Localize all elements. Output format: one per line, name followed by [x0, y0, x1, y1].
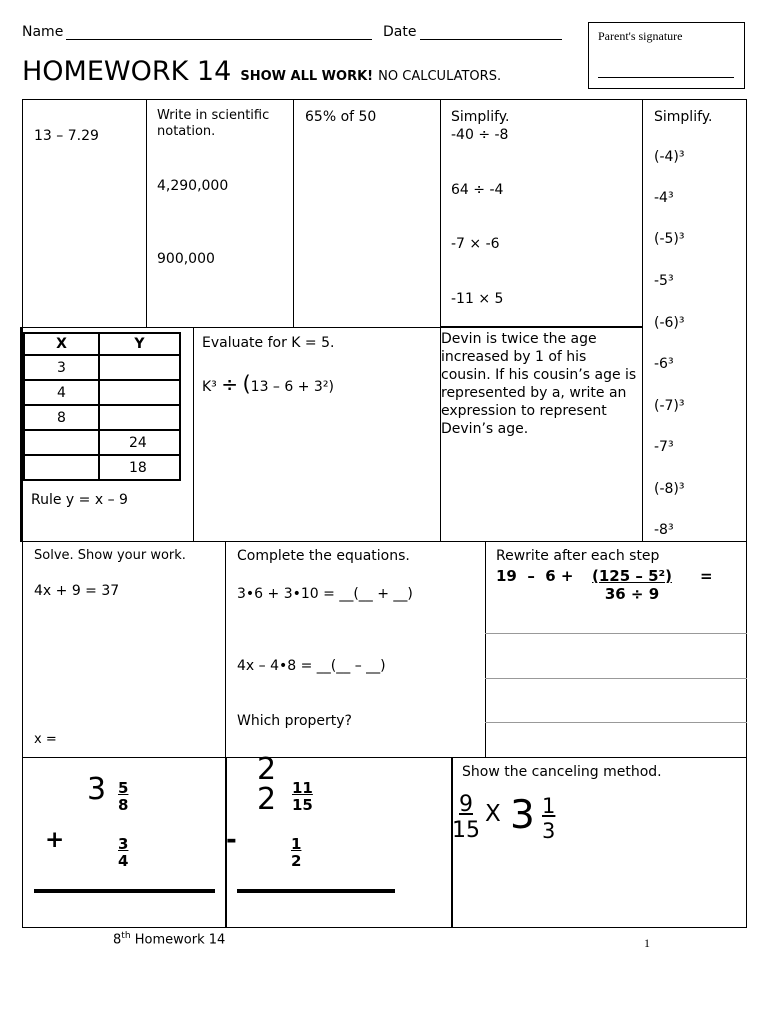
addition-fraction-2	[118, 836, 128, 870]
complete-equation-2: 4x – 4•8 = __(__ – __)	[237, 658, 386, 674]
plus-sign: +	[45, 827, 65, 853]
parent-signature-box	[588, 22, 745, 89]
complete-equations-label: Complete the equations.	[237, 548, 410, 564]
x-answer-label: x =	[34, 732, 57, 747]
sci-notation-problem-b: 900,000	[157, 251, 215, 267]
subtraction-fraction-2	[291, 836, 301, 870]
table-rule: Rule y = x – 9	[31, 492, 128, 508]
date-label: Date	[383, 24, 417, 40]
division-problem-a: -40 ÷ -8	[451, 127, 509, 143]
addition-fraction-1	[118, 780, 128, 814]
sci-notation-problem-a: 4,290,000	[157, 178, 229, 194]
table-row	[24, 380, 180, 405]
xy-table-header-x: X	[24, 333, 99, 355]
page-title: HOMEWORK 14	[22, 56, 232, 87]
subtraction-fraction-1	[292, 780, 313, 814]
table-cell: 4	[24, 380, 99, 405]
parent-signature-field[interactable]	[598, 77, 734, 78]
multiplication-problem-a: -7 × -6	[451, 236, 500, 252]
power-item: -5³	[654, 273, 674, 289]
power-item: -8³	[654, 522, 674, 538]
page-number: 1	[644, 936, 650, 950]
solve-label: Solve. Show your work.	[34, 548, 186, 563]
division-problem-b: 64 ÷ -4	[451, 182, 504, 198]
subtraction-whole-number: 2	[257, 782, 277, 817]
percent-problem: 65% of 50	[305, 109, 377, 125]
minus-sign: -	[226, 825, 237, 855]
power-item: (-7)³	[654, 398, 685, 414]
rewrite-equals: =	[700, 567, 713, 585]
rewrite-numerator: (125 – 5²)	[592, 567, 672, 585]
table-cell: 3	[24, 355, 99, 380]
open-paren: (	[242, 372, 251, 396]
canceling-method-label: Show the canceling method.	[462, 764, 662, 780]
denominator: 2	[291, 852, 302, 870]
denominator: 4	[118, 852, 129, 870]
denominator: 15	[452, 818, 480, 843]
table-row	[24, 405, 180, 430]
rewrite-expression-part-a: 19 – 6 +	[496, 567, 574, 585]
numerator: 3	[118, 835, 129, 853]
rewrite-denominator: 36 ÷ 9	[604, 585, 660, 603]
power-item: (-8)³	[654, 481, 685, 497]
footer-grade: 8	[113, 932, 122, 948]
denominator: 8	[118, 796, 129, 814]
rewrite-label: Rewrite after each step	[496, 548, 660, 564]
scientific-notation-instruction: Write in scientific notation.	[157, 108, 270, 139]
addition-answer-line	[34, 889, 215, 893]
denominator: 3	[542, 819, 556, 843]
addition-whole-number: 3	[87, 772, 107, 807]
which-property-label: Which property?	[237, 713, 352, 729]
table-cell[interactable]	[99, 405, 180, 430]
solve-equation: 4x + 9 = 37	[34, 583, 120, 599]
power-item: (-6)³	[654, 315, 685, 331]
footer-title	[113, 931, 225, 947]
table-row	[24, 455, 180, 480]
rewrite-fraction	[592, 567, 672, 603]
table-cell: 24	[99, 430, 180, 455]
numerator: 1	[291, 835, 302, 853]
times-sign: X	[485, 801, 501, 827]
name-field[interactable]	[66, 39, 372, 40]
power-item: -6³	[654, 356, 674, 372]
canceling-whole-number: 3	[510, 793, 535, 838]
devin-word-problem: Devin is twice the age increased by 1 of his cousin. If his cousin’s age is represented by a, write an expression to represent Devin’s age.	[441, 331, 637, 437]
table-cell: 18	[99, 455, 180, 480]
evaluate-expr-part-a: K³	[202, 379, 217, 395]
table-row	[24, 355, 180, 380]
power-item: -4³	[654, 190, 674, 206]
date-field[interactable]	[420, 39, 562, 40]
canceling-fraction-2	[542, 794, 555, 844]
numerator: 11	[292, 779, 313, 797]
power-item: (-4)³	[654, 149, 685, 165]
denominator: 15	[292, 796, 313, 814]
power-item: -7³	[654, 439, 674, 455]
evaluate-expr-part-b: 13 – 6 + 3²)	[250, 379, 334, 395]
table-cell[interactable]	[24, 430, 99, 455]
xy-table	[23, 332, 181, 481]
page-title-line	[22, 56, 501, 87]
evaluate-label: Evaluate for K = 5.	[202, 335, 335, 351]
table-row	[24, 430, 180, 455]
complete-equation-1: 3•6 + 3•10 = __(__ + __)	[237, 586, 413, 602]
table-cell: 8	[24, 405, 99, 430]
canceling-fraction-1	[452, 792, 480, 844]
subtraction-problem: 13 – 7.29	[34, 128, 99, 144]
subtraction-whole-number-top: 2	[257, 752, 277, 787]
show-work-note: SHOW ALL WORK!	[240, 69, 374, 84]
table-cell[interactable]	[99, 355, 180, 380]
simplify-label: Simplify.	[451, 109, 510, 125]
multiplication-problem-b: -11 × 5	[451, 291, 504, 307]
xy-table-header-y: Y	[99, 333, 180, 355]
numerator: 5	[118, 779, 129, 797]
footer-grade-suffix: th	[121, 931, 131, 941]
parent-signature-label: Parent's signature	[598, 29, 683, 43]
power-item: (-5)³	[654, 231, 685, 247]
table-cell[interactable]	[99, 380, 180, 405]
division-symbol: ÷	[221, 372, 239, 396]
numerator: 1	[542, 794, 556, 818]
numerator: 9	[459, 792, 473, 817]
evaluate-expression	[202, 372, 334, 396]
no-calculators-note: NO CALCULATORS.	[378, 69, 502, 84]
footer-homework-title: Homework 14	[134, 932, 226, 948]
table-cell[interactable]	[24, 455, 99, 480]
name-label: Name	[22, 24, 64, 40]
powers-simplify-label: Simplify.	[654, 109, 713, 125]
subtraction-answer-line	[237, 889, 395, 893]
